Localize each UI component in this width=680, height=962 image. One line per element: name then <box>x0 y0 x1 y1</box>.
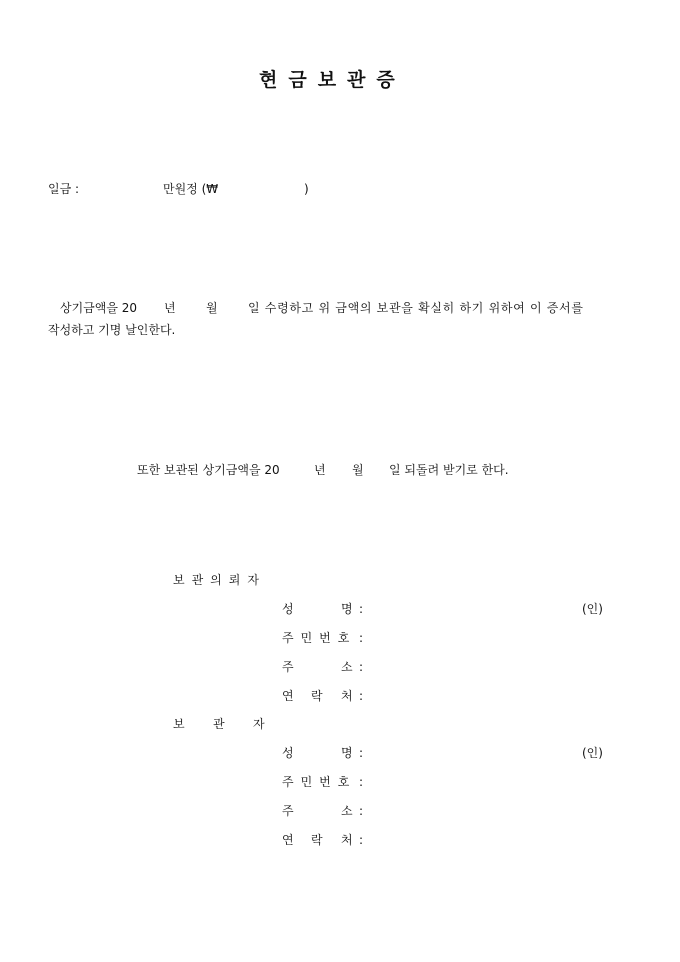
requester-seal-mark: (인) <box>582 602 603 616</box>
keeper-name-label-1: 성 <box>282 746 294 760</box>
requester-contact-label-2: 락 <box>311 689 323 703</box>
keeper-heading-2: 관 <box>213 717 225 731</box>
para2-return-date-prefix: 또한 보관된 상기금액을 20 <box>137 463 280 477</box>
keeper-name-colon: : <box>359 746 364 760</box>
requester-address-colon: : <box>359 660 364 674</box>
keeper-contact-colon: : <box>359 833 364 847</box>
requester-address-label-1: 주 <box>282 660 294 674</box>
para1-receipt-text: 일 수령하고 위 금액의 보관을 확실히 하기 위하여 이 증서를 <box>248 301 584 315</box>
keeper-contact-label-3: 처 <box>341 833 353 847</box>
amount-close-paren: ) <box>304 182 309 196</box>
para2-year-label: 년 <box>314 463 326 477</box>
requester-contact-colon: : <box>359 689 364 703</box>
keeper-contact-label-1: 연 <box>282 833 294 847</box>
amount-label: 일금 : <box>48 182 80 196</box>
keeper-id-colon: : <box>359 775 364 789</box>
requester-contact-label-3: 처 <box>341 689 353 703</box>
amount-unit: 만원정 (₩ <box>163 182 219 196</box>
document-title: 현금보관증 <box>259 69 406 91</box>
para1-amount-date-prefix: 상기금액을 20 <box>60 301 138 315</box>
keeper-address-label-1: 주 <box>282 804 294 818</box>
requester-address-label-2: 소 <box>341 660 353 674</box>
keeper-name-label-2: 명 <box>341 746 353 760</box>
keeper-heading-3: 자 <box>253 717 265 731</box>
requester-name-label-2: 명 <box>341 602 353 616</box>
requester-name-label-1: 성 <box>282 602 294 616</box>
para1-year-label: 년 <box>164 301 176 315</box>
requester-id-colon: : <box>359 631 364 645</box>
keeper-contact-label-2: 락 <box>311 833 323 847</box>
requester-heading: 보관의뢰자 <box>173 573 266 587</box>
keeper-address-label-2: 소 <box>341 804 353 818</box>
para1-month-label: 월 <box>206 301 218 315</box>
keeper-seal-mark: (인) <box>582 746 603 760</box>
keeper-id-label: 주민번호 <box>282 775 357 789</box>
para1-signature-text: 작성하고 기명 날인한다. <box>48 323 176 337</box>
para2-month-label: 월 <box>352 463 364 477</box>
requester-name-colon: : <box>359 602 364 616</box>
requester-id-label: 주민번호 <box>282 631 357 645</box>
keeper-address-colon: : <box>359 804 364 818</box>
requester-contact-label-1: 연 <box>282 689 294 703</box>
keeper-heading-1: 보 <box>173 717 185 731</box>
para2-return-text: 일 되돌려 받기로 한다. <box>389 463 509 477</box>
